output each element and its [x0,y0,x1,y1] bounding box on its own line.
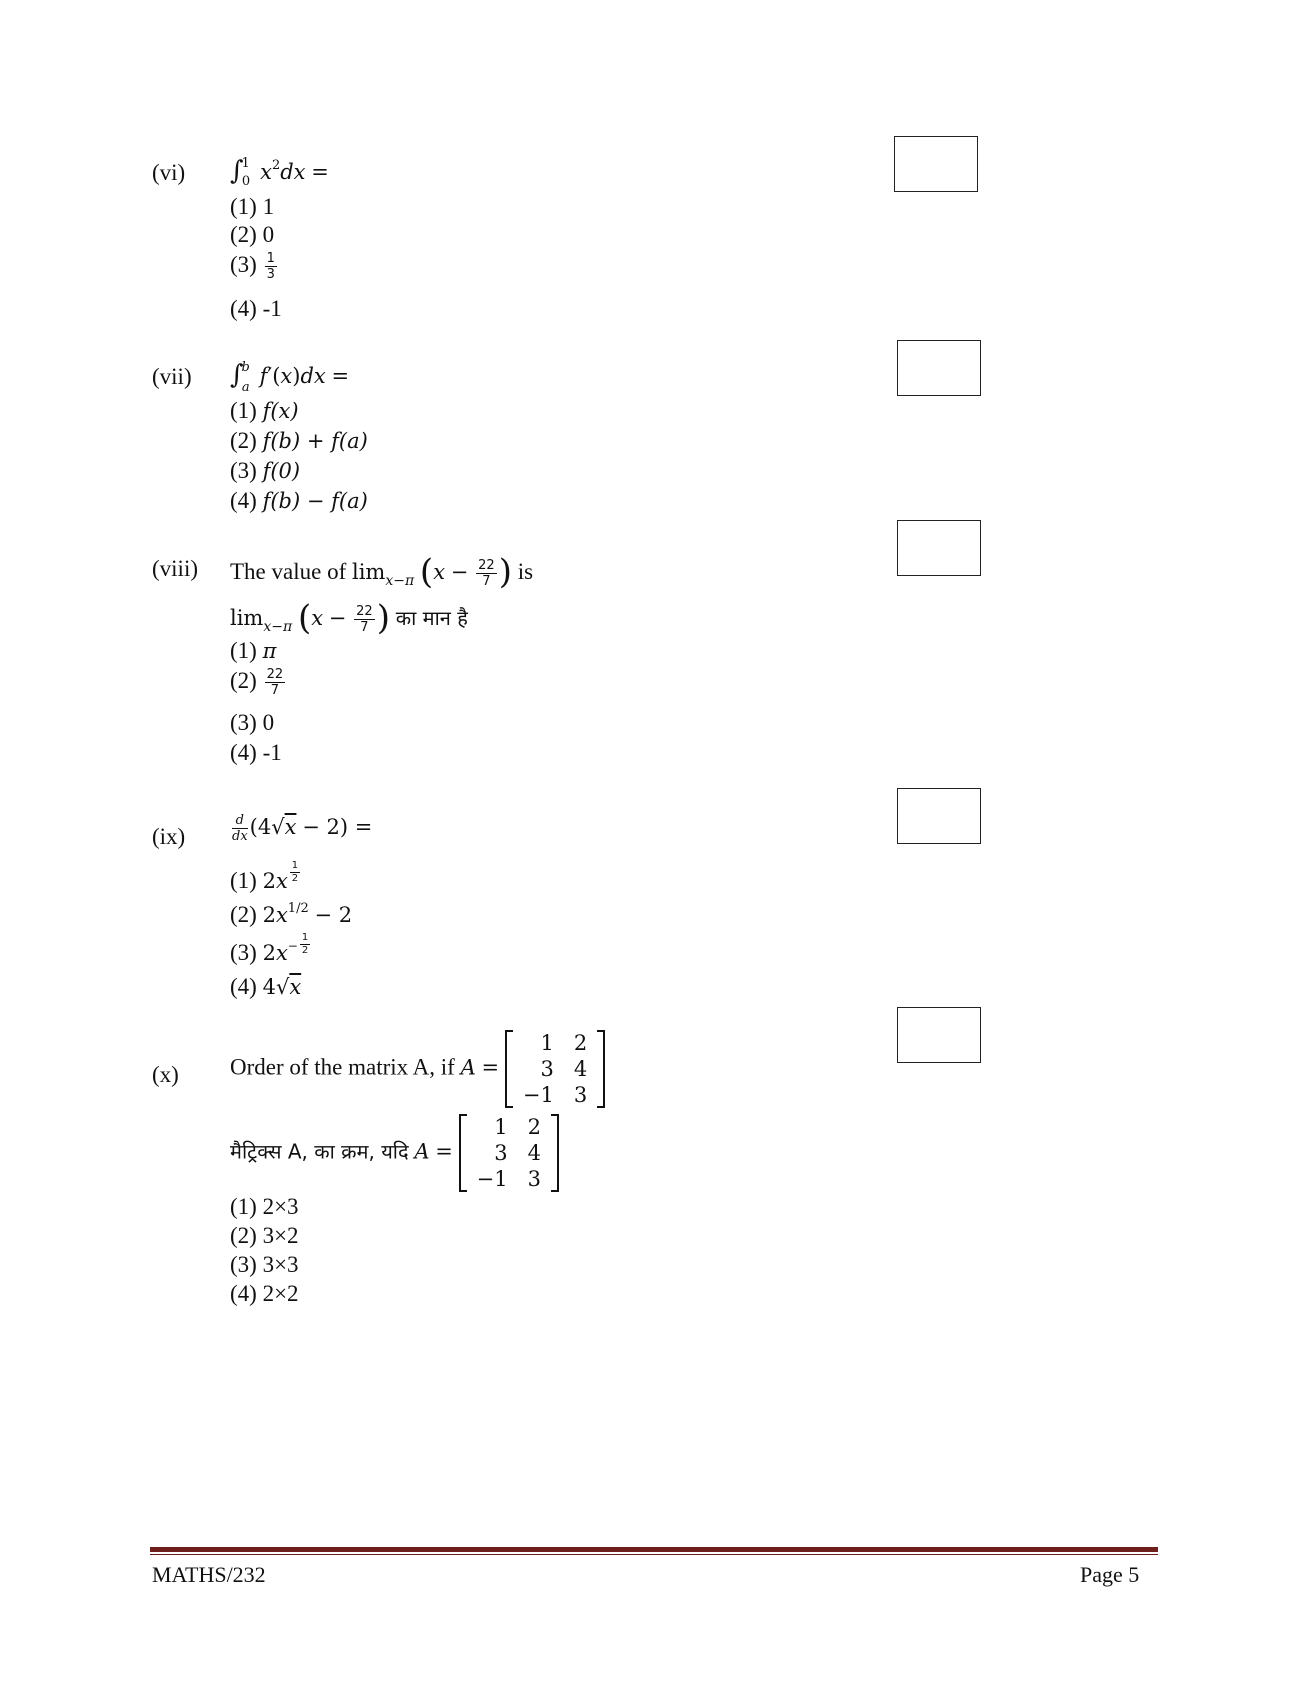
question-stem-en: Order of the matrix A, if A = 1 2 3 4 −1 3 [230,1030,605,1108]
page-number: Page 5 [1080,1562,1140,1587]
answer-box[interactable] [897,1007,981,1063]
option-3: (3) f(0) [230,458,301,483]
option-3: (3) 2x− $\frac{1}{2}$ [230,932,309,965]
option-4: (4) -1 [230,740,282,765]
option-3: (3) 3×3 [230,1252,299,1277]
option-4: (4) 4√x [230,974,302,999]
paper-code: MATHS/232 [152,1562,266,1587]
option-4: (4) -1 [230,296,282,321]
question-stem-hi: मैट्रिक्स A, का क्रम, यदि A = 1 2 3 4 −1 3 [230,1114,559,1192]
question-stem: $\frac{d}{dx}$ (4√x − 2) = [232,813,373,845]
question-number: (vii) [152,364,192,389]
matrix-a: 1 2 3 4 −1 3 [505,1030,605,1108]
matrix-a: 1 2 3 4 −1 3 [459,1114,559,1192]
option-3: (3) 0 [230,710,275,735]
option-2: (2) $\frac{22}{7}$ [230,667,284,699]
option-2: (2) 3×2 [230,1223,299,1248]
question-number: (x) [152,1062,179,1087]
option-1: (1) 2×3 [230,1194,299,1219]
answer-box[interactable] [897,340,981,396]
footer-rule [150,1547,1158,1552]
question-stem-hi: $\lim_{x-\pi} (x$ − $\frac{22}{7}$ ) का मान है [230,598,468,638]
option-3: (3) $\frac{1}{3}$ [230,251,275,283]
option-2: (2) 0 [230,222,275,247]
question-stem: ∫$^1_0$ $x^2dx$ = [230,156,329,189]
option-1: (1) 1 [230,194,275,219]
option-4: (4) f(b) − f(a) [230,488,368,513]
answer-box[interactable] [897,520,981,576]
question-number: (viii) [152,556,198,581]
question-stem: ∫$^b_a$ f′(x)dx = [230,360,350,395]
question-number: (ix) [152,824,186,849]
question-stem-en: The value of $\lim_{x-\pi} (x$ − $\frac{22}{7}$ ) is [230,552,534,592]
answer-box[interactable] [894,136,978,192]
footer-rule-thin [150,1554,1158,1555]
option-1: (1) f(x) [230,398,299,423]
option-1: (1) 2x $\frac{1}{2}$ [230,860,299,893]
option-1: (1) π [230,638,277,663]
option-4: (4) 2×2 [230,1281,299,1306]
answer-box[interactable] [897,788,981,844]
option-2: (2) f(b) + f(a) [230,428,368,453]
question-number: (vi) [152,160,186,185]
option-2: (2) $2x^{1/2} - 2$ [230,901,353,927]
